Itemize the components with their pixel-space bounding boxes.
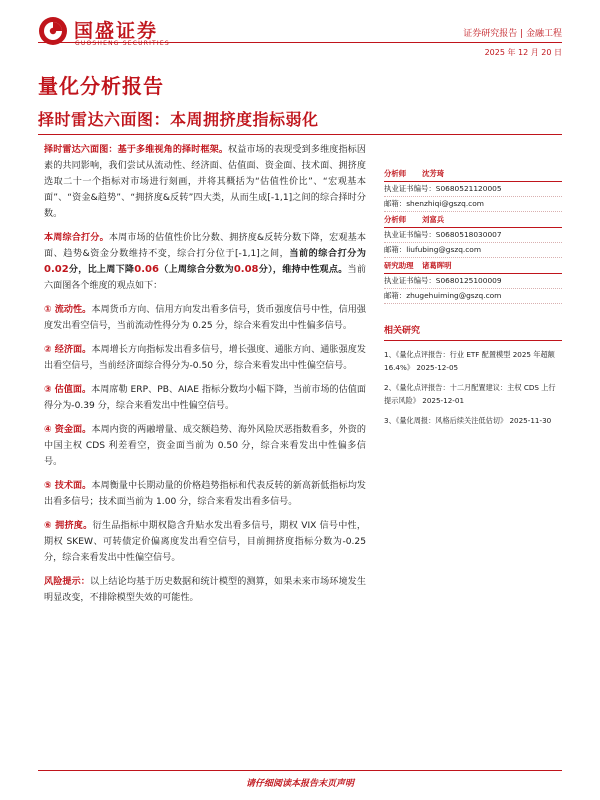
weekly-score-lead: 本周综合打分。 [44,233,109,243]
analyst-role: 分析师 [384,168,407,178]
analyst-role: 研究助理 [384,260,414,270]
cert-label: 执业证书编号： [384,230,436,239]
header-divider [38,42,562,43]
dimension-number: ② [44,345,52,355]
related-research-item[interactable] [384,414,562,427]
report-title: 择时雷达六面图：本周拥挤度指标弱化 [38,110,319,129]
analyst-email-link[interactable]: liufubing@gszq.com [406,245,482,254]
analyst-cert-row [384,228,562,243]
analyst-name: 沈芳琦 [422,168,445,178]
report-body [44,142,366,614]
score-phrase-3: （上周综合分数为 [158,265,234,275]
analyst-role: 分析师 [384,214,407,224]
paragraph-framework [44,142,366,222]
sidebar [384,166,562,427]
dimension-text: 本周增长方向指标发出看多信号，增长强度、通胀方向、通胀强度发出看空信号，当前经济面综合得分为-0.50 分，综合来看发出中性偏空信号。 [44,345,366,371]
email-label: 邮箱： [384,291,407,300]
related-title: 2、《量化点评报告：十二月配置建议：主权 CDS 上行提示风险》 [384,383,556,405]
dimension-crowding [44,518,366,566]
score-change: 0.06 [134,264,159,275]
analyst-block [384,212,562,258]
related-date: 2025-12-01 [422,396,465,405]
analyst-email-row [384,289,562,304]
dimension-lead: 经济面。 [54,345,92,355]
analyst-email-link[interactable]: zhugehuiming@gszq.com [406,291,502,300]
cert-number: S0680125100009 [435,276,502,285]
dimension-text: 本周内资的两融增量、成交额趋势、海外风险厌恶指数看多，外资的中国主权 CDS 利差看空，资金面当前为 0.50 分，综合来看发出中性偏多信号。 [44,425,366,467]
analyst-name-row [384,258,562,274]
footer-disclaimer: 请仔细阅读本报告末页声明 [245,779,354,789]
risk-warning [44,574,366,606]
dimension-text: 本周席勒 ERP、PB、AIAE 指标分数均小幅下降，当前市场的估值面得分为-0.39 分，综合来看发出中性偏空信号。 [44,385,366,411]
analyst-name: 诸葛晖明 [422,260,452,270]
brand-name-en: GUOSHENG SECURITIES [75,40,170,47]
cert-number: S0680521120005 [435,184,502,193]
dimension-economy [44,342,366,374]
email-label: 邮箱： [384,199,407,208]
framework-text: 权益市场的表现受到多维度指标因素的共同影响，我们尝试从流动性、经济面、估值面、资金面、技术面、拥挤度选取二十一个指标对市场进行刻画，并将其概括为“估值性价比”、“宏观基本面”、“资金&趋势”、“拥挤度&反转”四大类，从而生成[-1,1]之间的综合择时分数。 [44,145,366,219]
framework-lead: 择时雷达六面图：基于多维视角的择时框架。 [44,145,229,155]
dimension-text: 本周衡量中长期动量的价格趋势指标和代表反转的新高新低指标均发出看多信号；技术面当前为 1.00 分，综合来看发出看多信号。 [44,481,366,507]
last-week-score: 0.08 [233,264,259,275]
cert-number: S0680518030007 [435,230,502,239]
dimension-lead: 流动性。 [54,305,92,315]
dimension-text: 本周货币方向、信用方向发出看多信号，货币强度信号中性，信用强度发出看空信号，当前流动性得分为 0.25 分，综合来看发出中性偏多信号。 [44,305,366,331]
dimension-lead: 技术面。 [54,481,92,491]
analyst-cert-row [384,274,562,289]
dimension-technical [44,478,366,510]
analyst-name-row [384,166,562,182]
analyst-email-row [384,243,562,258]
dimension-number: ⑥ [44,521,52,531]
report-date: 2025 年 12 月 20 日 [484,48,562,57]
brand-name-cn: 国盛证券 [74,20,159,42]
related-research-item[interactable] [384,348,562,374]
analyst-cert-row [384,182,562,197]
weekly-score-text: 本周市场的估值性价比分数、拥挤度&反转分数下降，宏观基本面、趋势&资金分数维持不变，综合打分位于[-1,1]之间， [44,233,366,259]
dimension-liquidity [44,302,366,334]
report-type: 量化分析报告 [38,74,164,98]
dimension-number: ③ [44,385,52,395]
weekly-score-tail: 当前六面图各个维度的观点如下： [44,265,366,291]
analyst-email-row [384,197,562,212]
cert-label: 执业证书编号： [384,276,436,285]
report-category: 证券研究报告 | 金融工程 [463,29,562,39]
analyst-block [384,258,562,304]
dimension-text: 衍生品指标中期权隐含升贴水发出看多信号，期权 VIX 信号中性，期权 SKEW、可转债定价偏离度发出看空信号，目前拥挤度指标分数为-0.25 分，综合来看发出中性偏空信号。 [44,521,366,563]
analyst-name: 刘富兵 [422,214,445,224]
related-date: 2025-12-05 [416,363,459,372]
related-title: 3、《量化周报：风格后续关注低估切》 [384,416,508,425]
paragraph-weekly-score [44,230,366,294]
title-divider [38,134,562,135]
dimension-lead: 资金面。 [54,425,92,435]
related-research-heading: 相关研究 [384,324,562,341]
risk-lead: 风险提示： [44,577,91,587]
related-title: 1、《量化点评报告：行业 ETF 配置模型 2025 年超额 16.4%》 [384,350,555,372]
dimension-lead: 估值面。 [54,385,92,395]
footer-divider [38,770,562,771]
current-score: 0.02 [44,264,69,275]
cert-label: 执业证书编号： [384,184,436,193]
dimension-number: ① [44,305,52,315]
related-research-item[interactable] [384,381,562,407]
score-phrase-1: 当前的综合打分为 [289,249,366,259]
dimension-valuation [44,382,366,414]
dimension-number: ⑤ [44,481,52,491]
email-label: 邮箱： [384,245,407,254]
score-phrase-4: 分），维持中性观点。 [258,265,348,275]
dimension-capital [44,422,366,470]
risk-text: 以上结论均基于历史数据和统计模型的测算，如果未来市场环境发生明显改变，不排除模型失效的可能性。 [44,577,366,603]
analyst-block [384,166,562,212]
analyst-email-link[interactable]: shenzhiqi@gszq.com [406,199,484,208]
dimension-lead: 拥挤度。 [55,521,93,531]
dimension-number: ④ [44,425,52,435]
related-date: 2025-11-30 [509,416,552,425]
score-phrase-2: 分，比上周下降 [68,265,135,275]
brand-logo [38,16,238,50]
analyst-name-row [384,212,562,228]
